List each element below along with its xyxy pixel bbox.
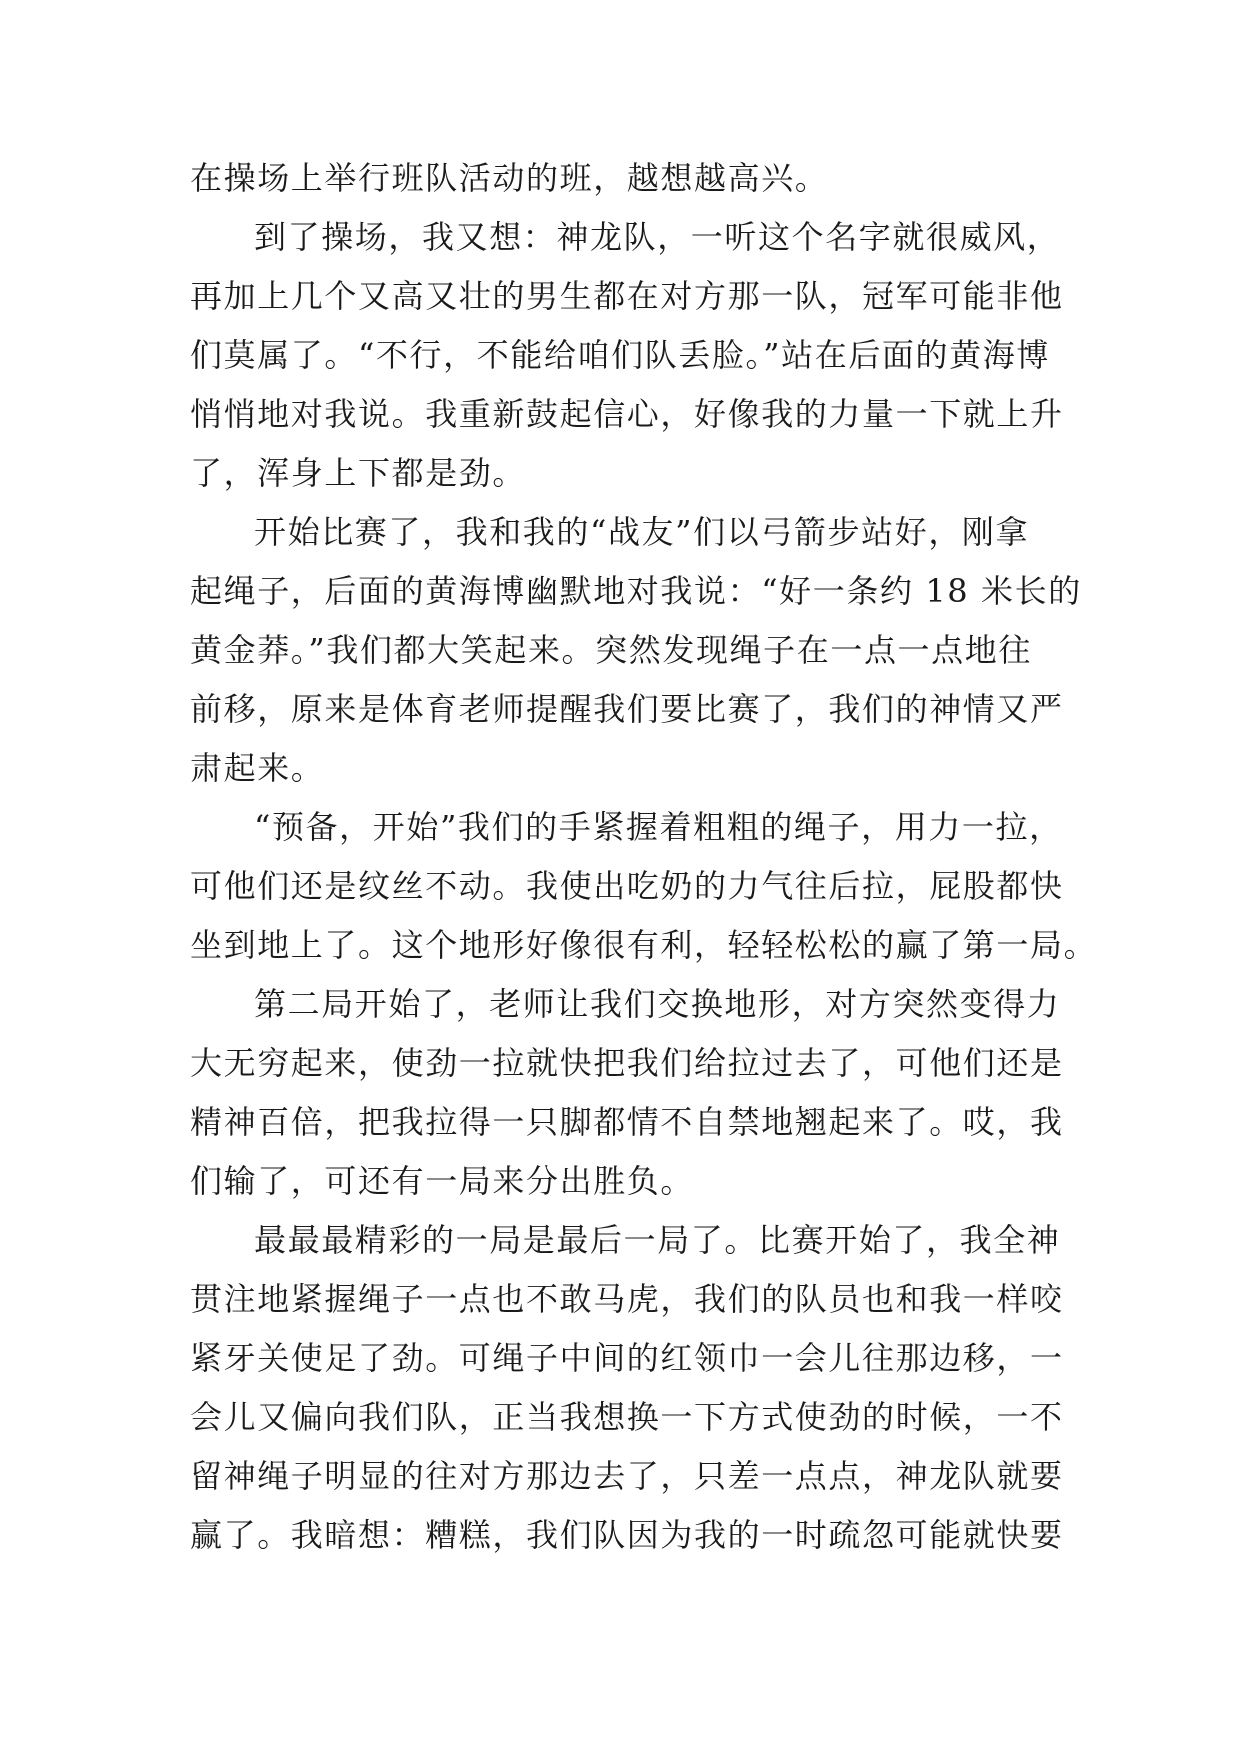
text-line-17: 精神百倍，把我拉得一只脚都情不自禁地翘起来了。哎，我 <box>190 1103 1064 1141</box>
text-line-8: 起绳子，后面的黄海博幽默地对我说：“好一条约 18 米长的 <box>190 572 1082 610</box>
text-line-19: 最最最精彩的一局是最后一局了。比赛开始了，我全神 <box>254 1221 1061 1259</box>
text-line-3: 再加上几个又高又壮的男生都在对方那一队，冠军可能非他 <box>190 277 1064 315</box>
text-line-22: 会儿又偏向我们队，正当我想换一下方式使劲的时候，一不 <box>190 1398 1064 1436</box>
text-line-2: 到了操场，我又想：神龙队，一听这个名字就很威风， <box>254 218 1061 256</box>
text-line-13: 可他们还是纹丝不动。我使出吃奶的力气往后拉，屁股都快 <box>190 867 1064 905</box>
text-line-11: 肃起来。 <box>190 749 325 787</box>
text-line-12: “预备，开始”我们的手紧握着粗粗的绳子，用力一拉， <box>254 808 1063 846</box>
text-line-5: 悄悄地对我说。我重新鼓起信心，好像我的力量一下就上升 <box>190 395 1064 433</box>
text-line-10: 前移，原来是体育老师提醒我们要比赛了，我们的神情又严 <box>190 690 1064 728</box>
text-line-20: 贯注地紧握绳子一点也不敢马虎，我们的队员也和我一样咬 <box>190 1280 1064 1318</box>
text-line-23: 留神绳子明显的往对方那边去了，只差一点点，神龙队就要 <box>190 1457 1064 1495</box>
text-line-21: 紧牙关使足了劲。可绳子中间的红领巾一会儿往那边移，一 <box>190 1339 1064 1377</box>
text-line-24: 赢了。我暗想：糟糕，我们队因为我的一时疏忽可能就快要 <box>190 1516 1064 1554</box>
text-line-1: 在操场上举行班队活动的班，越想越高兴。 <box>190 159 829 197</box>
text-line-16: 大无穷起来，使劲一拉就快把我们给拉过去了，可他们还是 <box>190 1044 1064 1082</box>
text-line-18: 们输了，可还有一局来分出胜负。 <box>190 1162 695 1200</box>
text-line-14: 坐到地上了。这个地形好像很有利，轻轻松松的赢了第一局。 <box>190 926 1098 964</box>
text-line-4: 们莫属了。“不行，不能给咱们队丢脸。”站在后面的黄海博 <box>190 336 1050 374</box>
text-line-7: 开始比赛了，我和我的“战友”们以弓箭步站好，刚拿 <box>254 513 1030 551</box>
text-line-15: 第二局开始了，老师让我们交换地形，对方突然变得力 <box>254 985 1061 1023</box>
text-line-9: 黄金莽。”我们都大笑起来。突然发现绳子在一点一点地往 <box>190 631 1032 669</box>
text-line-6: 了，浑身上下都是劲。 <box>190 454 527 492</box>
